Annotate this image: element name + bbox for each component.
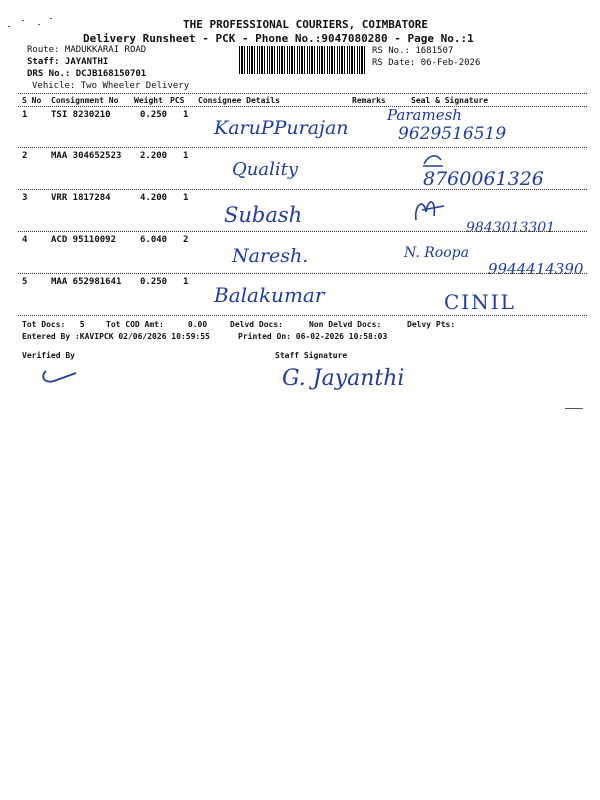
row-pcs: 1 <box>183 277 189 287</box>
delivered-docs: Delvd Docs: <box>230 320 283 329</box>
staff-signature-handwriting: G. Jayanthi <box>282 366 405 391</box>
scan-speck <box>22 20 24 21</box>
col-sno: S No <box>22 96 42 105</box>
col-seal-signature: Seal & Signature <box>411 96 489 105</box>
col-pcs: PCS <box>170 96 185 105</box>
row-divider <box>18 231 587 232</box>
row-consignment: VRR 1817284 <box>51 193 111 203</box>
seal-phone: 9944414390 <box>488 260 584 278</box>
verified-by-label: Verified By <box>22 351 75 360</box>
company-title: THE PROFESSIONAL COURIERS, COIMBATORE <box>183 18 429 31</box>
route: Route: MADUKKARAI ROAD <box>27 45 147 55</box>
row-divider <box>18 189 587 190</box>
row-pcs: 1 <box>183 193 189 203</box>
col-consignee: Consignee Details <box>198 96 280 105</box>
staff-signature-label: Staff Signature <box>275 351 348 360</box>
row-consignment: MAA 652981641 <box>51 277 122 287</box>
col-weight: Weight <box>134 96 163 105</box>
seal-handwriting: N. Roopa <box>404 245 469 261</box>
row-sno: 3 <box>22 193 28 203</box>
consignee-handwriting: Quality <box>232 159 298 180</box>
row-pcs: 2 <box>183 235 189 245</box>
row-pcs: 1 <box>183 110 189 120</box>
delivery-points: Delvy Pts: <box>407 320 456 329</box>
seal-handwriting: Paramesh <box>387 106 462 124</box>
seal-phone: 9843013301 <box>466 220 556 236</box>
row-weight: 0.250 <box>140 110 168 120</box>
row-divider <box>18 273 587 274</box>
table-bottom-rule <box>18 315 587 316</box>
table-header-rule <box>18 106 587 107</box>
row-weight: 2.200 <box>140 151 168 161</box>
row-sno: 5 <box>22 277 28 287</box>
consignee-handwriting: Subash <box>224 203 303 227</box>
col-remarks: Remarks <box>352 96 386 105</box>
table-top-rule <box>18 93 587 94</box>
entered-by: Entered By :KAVIPCK 02/06/2026 10:59:55 <box>22 332 210 341</box>
consignee-handwriting: Naresh. <box>232 245 309 267</box>
drs-number: DRS No.: DCJB168150701 <box>27 69 147 79</box>
row-weight: 0.250 <box>140 277 168 287</box>
verifier-signature <box>40 368 80 386</box>
rs-date: RS Date: 06-Feb-2026 <box>372 58 481 68</box>
staff: Staff: JAYANTHI <box>27 57 109 67</box>
col-consignment: Consignment No <box>51 96 119 105</box>
row-consignment: TSI 8230210 <box>51 110 111 120</box>
consignee-handwriting: KaruPPurajan <box>214 117 349 139</box>
signature-mark <box>410 194 450 224</box>
row-divider <box>18 147 587 148</box>
printed-on: Printed On: 06-02-2026 10:58:03 <box>238 332 388 341</box>
row-pcs: 1 <box>183 151 189 161</box>
row-consignment: MAA 304652523 <box>51 151 122 161</box>
scan-speck <box>38 24 40 25</box>
seal-phone: 8760061326 <box>423 168 544 190</box>
row-weight: 4.200 <box>140 193 168 203</box>
scan-speck <box>8 26 10 27</box>
consignee-handwriting: Balakumar <box>214 283 325 307</box>
scan-speck <box>50 18 52 19</box>
row-sno: 2 <box>22 151 28 161</box>
seal-phone: 9629516519 <box>398 124 507 144</box>
row-sno: 4 <box>22 235 28 245</box>
runsheet-subtitle: Delivery Runsheet - PCK - Phone No.:9047080280 - Page No.:1 <box>83 32 474 45</box>
barcode <box>239 46 367 74</box>
scan-speck <box>565 408 583 409</box>
total-docs: Tot Docs: 5 <box>22 320 85 329</box>
row-weight: 6.040 <box>140 235 168 245</box>
row-sno: 1 <box>22 110 28 120</box>
seal-handwriting: CINIL <box>444 290 516 314</box>
vehicle: Vehicle: Two Wheeler Delivery <box>32 81 190 91</box>
total-cod-amount: Tot COD Amt: 0.00 <box>106 320 208 329</box>
rs-number: RS No.: 1681507 <box>372 46 454 56</box>
row-consignment: ACD 95110092 <box>51 235 117 245</box>
non-delivered-docs: Non Delvd Docs: <box>309 320 382 329</box>
